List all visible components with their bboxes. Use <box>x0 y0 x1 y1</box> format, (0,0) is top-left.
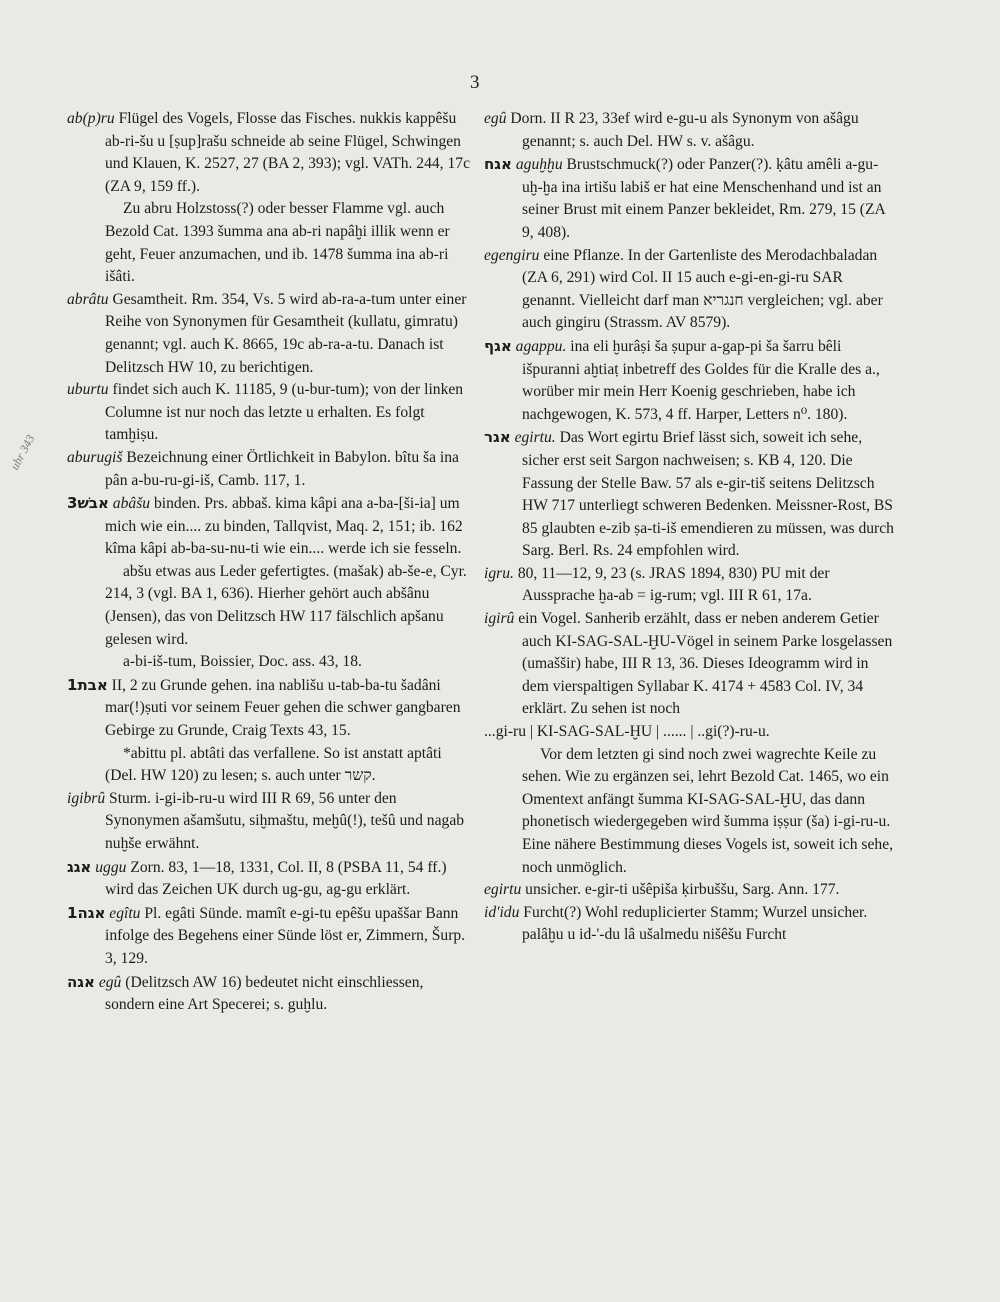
entry-text: abšu etwas aus Leder gefertigtes. (mašak) ab-še-e, Cyr. 214, 3 (vgl. BA 1, 636). Hierher gehört auch abšânu (Jensen), das von Delitzsch HW 117 fälschlich apšanu gelesen wird. <box>105 562 467 648</box>
entry-text: Zu abru Holzstoss(?) oder besser Flamme vgl. auch Bezold Cat. 1393 šumma ana ab-ri napâḫi illik wenn er geht, Feuer anzumachen, und ib. 1478 šumma ina ab-ri išâti. <box>105 200 450 286</box>
entry-text: ...gi-ru | KI-SAG-SAL-ḪU | ...... | ..gi(?)-ru-u. <box>484 723 770 741</box>
entry-lemma: igru. <box>484 564 514 582</box>
dictionary-entry <box>67 743 473 788</box>
hebrew-root: אגר <box>484 428 511 447</box>
dictionary-entry <box>484 426 894 563</box>
entry-lemma: aguḫḫu <box>515 156 563 174</box>
dictionary-entry <box>484 153 894 244</box>
entry-lemma: aburugiš <box>67 448 123 466</box>
entry-text: (Delitzsch AW 16) bedeutet nicht einschliessen, sondern eine Art Specerei; s. guḫlu. <box>105 973 424 1014</box>
dictionary-entry <box>484 608 894 721</box>
dictionary-entry <box>67 492 473 561</box>
entry-text: Furcht(?) Wohl reduplicierter Stamm; Wurzel unsicher. palâḫu u id-'-du lâ ušalmedu nišêšu Furcht <box>522 903 868 944</box>
entry-text: Sturm. i-gi-ib-ru-u wird III R 69, 56 unter den Synonymen ašamšutu, siḫmaštu, meḫû(!), tešû und nagab nuḫše erwähnt. <box>105 789 465 852</box>
left-column <box>67 108 473 1017</box>
entry-text: binden. Prs. abbaš. kima kâpi ana a-ba-[ši-ia] um mich wie ein.... zu binden, Tallqvist, Maq. 2, 151; ib. 162 kîma kâpi ab-ba-su-nu-ti wie ein.... werde ich sie fesseln. <box>105 495 463 558</box>
hebrew-root: אגח <box>484 155 512 174</box>
entry-text: 80, 11—12, 9, 23 (s. JRAS 1894, 830) PU mit der Aussprache ḫa-ab = ig-rum; vgl. III R 61, 17a. <box>517 564 830 605</box>
entry-text: eine Pflanze. In der Gartenliste des Merodachbaladan (ZA 6, 291) wird Col. II 15 auch e-gi-en-gi-ru SAR genannt. Vielleicht darf man חנגריא vergleichen; vgl. aber auch gingiru (Strassm. AV 8579). <box>522 246 883 332</box>
entry-text: *abittu pl. abtâti das verfallene. So ist anstatt aptâti (Del. HW 120) zu lesen; s. auch unter קשר. <box>105 744 442 785</box>
page-number: 3 <box>470 72 480 93</box>
entry-text: Zorn. 83, 1—18, 1331, Col. II, 8 (PSBA 11, 54 ff.) wird das Zeichen UK durch ug-gu, ag-gu erklärt. <box>105 858 447 899</box>
dictionary-entry <box>484 245 894 335</box>
entry-text: II, 2 zu Grunde gehen. ina nablišu u-tab-ba-tu šadâni mar(!)ṣuti vor seinem Feuer gehen die schwer gangbaren Gebirge zu Grunde, Craig Texts 43, 15. <box>105 676 461 740</box>
hebrew-root: אגה <box>67 972 95 991</box>
margin-annotation: ubr 343 <box>7 432 38 473</box>
dictionary-entry <box>67 856 473 902</box>
entry-lemma: igibrû <box>67 789 106 807</box>
right-column <box>484 108 894 947</box>
dictionary-entry <box>67 198 473 288</box>
entry-lemma: egirtu <box>484 881 522 899</box>
entry-text: Bezeichnung einer Örtlichkeit in Babylon. bîtu ša ina pân a-bu-ru-gi-iš, Camb. 117, 1. <box>105 448 459 489</box>
dictionary-entry <box>484 335 894 426</box>
dictionary-entry <box>484 879 894 902</box>
hebrew-root: אגג <box>67 857 92 876</box>
dictionary-entry <box>484 108 894 153</box>
entry-text: unsicher. e-gir-ti ušêpiša ḳirbuššu, Sarg. Ann. 177. <box>525 881 840 899</box>
entry-lemma: uggu <box>95 858 127 876</box>
entry-lemma: abâšu <box>112 495 151 513</box>
dictionary-entry <box>484 744 894 880</box>
entry-text: ein Vogel. Sanherib erzählt, dass er neben anderem Getier auch KI-SAG-SAL-ḪU-Vögel in seinem Parke losgelassen (umaššir) habe, III R 13, 36. Dieses Ideogramm wird in dem vierspaltigen Syllabar K. 4174 + 4583 Col. IV, 34 erklärt. Zu sehen ist noch <box>518 610 893 718</box>
entry-text: a-bi-iš-tum, Boissier, Doc. ass. 43, 18. <box>123 653 362 671</box>
entry-lemma: egû <box>98 973 122 991</box>
entry-text: ina eli ḫurâṣi ša ṣupur a-gap-pi ša šarru bêli išpuranni aḫtiaṭ inbetreff des Goldes für die Kralle des a., worüber mir mein Herr Koenig geschrieben, habe ich nachgewogen, K. 573, 4 ff. Harper, Letters n⁰. 180). <box>522 337 880 423</box>
entry-lemma: ab(p)ru <box>67 110 115 127</box>
entry-lemma: egîtu <box>109 904 141 922</box>
entry-text: Das Wort egirtu Brief lässt sich, soweit ich sehe, sicher erst seit Sargon nachweisen; s. KB 4, 120. Die Fassung der Stelle Baw. 57 als e-gir-tiš seitens Delitzsch HW 717 unterliegt schweren Bedenken. Meissner-Rost, BS 85 glaubten e-zib ṣa-ti-iš emendieren zu müssen, was durch Sarg. Berl. Rs. 24 empfohlen wird. <box>522 429 894 560</box>
entry-text: Brustschmuck(?) oder Panzer(?). ḳâtu amêli a-gu-uḫ-ḫa ina irtišu labiš er hat eine Menschenhand und ist an seiner Brust mit einem Panzer bekleidet, Rm. 279, 15 (ZA 9, 408). <box>522 156 885 241</box>
dictionary-entry <box>67 788 473 856</box>
entry-text: Gesamtheit. Rm. 354, Vs. 5 wird ab-ra-a-tum unter einer Reihe von Synonymen für Gesamtheit (kullatu, gimratu) genannt; vgl. auch K. 8665, 19c ab-ra-a-tu. Danach ist Delitzsch HW 10, zu berichtigen. <box>105 290 467 376</box>
entry-lemma: egengiru <box>484 246 540 264</box>
entry-lemma: abrâtu <box>67 290 109 308</box>
dictionary-entry <box>67 674 473 743</box>
dictionary-entry <box>67 561 473 651</box>
dictionary-entry <box>484 902 894 947</box>
entry-lemma: egû <box>484 110 507 127</box>
hebrew-root: אבת1 <box>67 675 108 694</box>
hebrew-root: אבשׁ3 <box>67 494 109 513</box>
dictionary-entry <box>484 721 894 744</box>
entry-lemma: agappu. <box>515 337 567 355</box>
entry-text: Vor dem letzten gi sind noch zwei wagrechte Keile zu sehen. Wie zu ergänzen sei, lehrt Bezold Cat. 1465, wo ein Omentext anfängt šumma KI-SAG-SAL-ḪU, das dann phonetisch wiedergegeben wird šumma iṣṣur (ša) i-gi-ru-u. Eine nähere Bestimmung dieses Vogels ist, soweit ich sehe, noch unmöglich. <box>522 745 894 876</box>
entry-lemma: igirû <box>484 610 515 628</box>
hebrew-root: אגה1 <box>67 903 106 922</box>
entry-lemma: id'idu <box>484 903 520 921</box>
dictionary-entry <box>67 289 473 379</box>
dictionary-entry <box>67 902 473 971</box>
entry-lemma: uburtu <box>67 381 109 399</box>
entry-text: Pl. egâti Sünde. mamît e-gi-tu epêšu upaššar Bann infolge des Begehens einer Sünde löst er, Zimmern, Šurp. 3, 129. <box>105 904 466 967</box>
dictionary-entry <box>67 108 473 198</box>
dictionary-entry <box>67 379 473 447</box>
entry-text: Flügel des Vogels, Flosse das Fisches. nukkis kappêšu ab-ri-šu u [ṣup]rašu schneide ab seine Flügel, Schwingen und Klauen, K. 2527, 27 (BA 2, 393); vgl. VATh. 244, 17c (ZA 9, 159 ff.). <box>105 110 470 195</box>
entry-text: Dorn. II R 23, 33ef wird e-gu-u als Synonym von ašâgu genannt; s. auch Del. HW s. v. ašâgu. <box>510 110 859 150</box>
dictionary-entry <box>67 651 473 674</box>
dictionary-entry <box>484 563 894 608</box>
hebrew-root: אגף <box>484 336 512 355</box>
dictionary-entry <box>67 971 473 1017</box>
entry-lemma: egirtu. <box>514 429 556 447</box>
dictionary-entry <box>67 447 473 492</box>
entry-text: findet sich auch K. 11185, 9 (u-bur-tum); von der linken Columne ist nur noch das letzte u erhalten. Es folgt tamḫiṣu. <box>105 381 464 444</box>
